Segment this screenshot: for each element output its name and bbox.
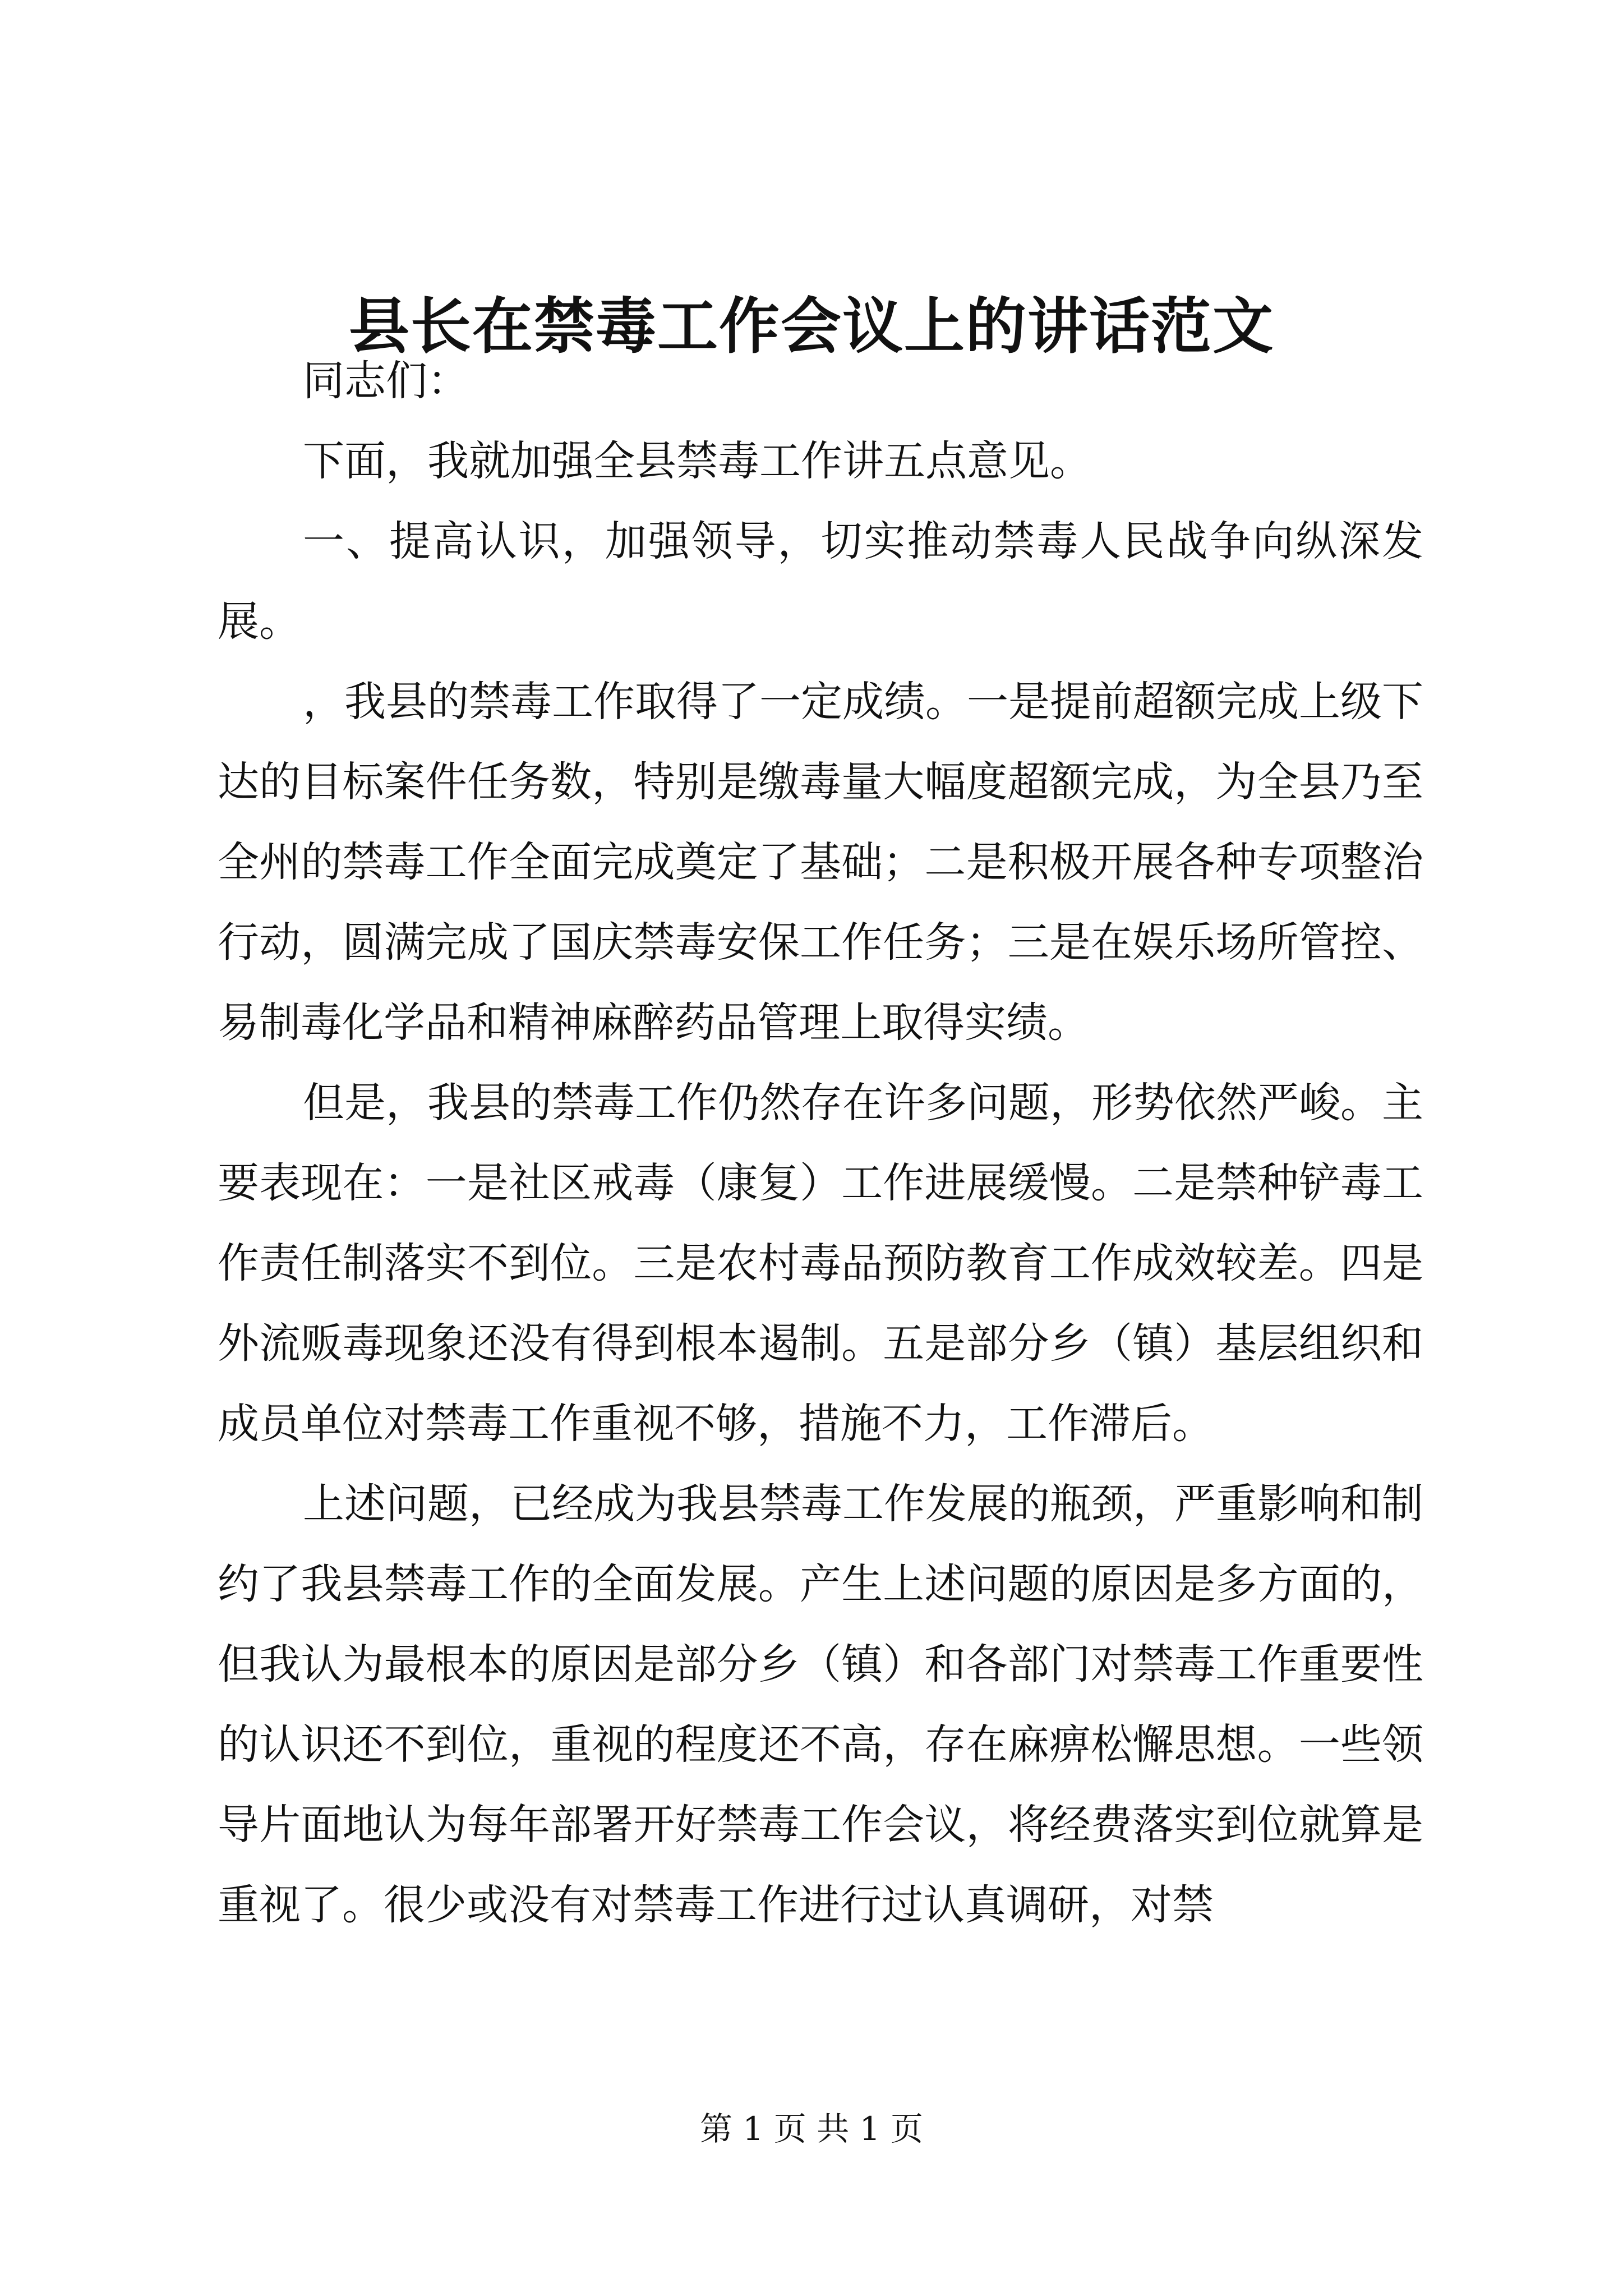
page-footer: 第 1 页 共 1 页	[700, 2110, 923, 2148]
paragraph-causes: 上述问题，已经成为我县禁毒工作发展的瓶颈，严重影响和制约了我县禁毒工作的全面发展。产生上述问题的原因是多方面的，但我认为最根本的原因是部分乡（镇）和各部门对禁毒工作重要性的认识还不到位，重视的程度还不高，存在麻痹松懈思想。一些领导片面地认为每年部署开好禁毒工作会议，将经费落实到位就算是重视了。很少或没有对禁毒工作进行过认真调研，对禁	[218, 1480, 1423, 1929]
section-heading-1: 一、提高认识，加强领导，切实推动禁毒人民战争向纵深发展。	[218, 517, 1423, 646]
paragraph-problems: 但是，我县的禁毒工作仍然存在许多问题，形势依然严峻。主要表现在：一是社区戒毒（康复）工作进展缓慢。二是禁种铲毒工作责任制落实不到位。三是农村毒品预防教育工作成效较差。四是外流贩毒现象还没有得到根本遏制。五是部分乡（镇）基层组织和成员单位对禁毒工作重视不够，措施不力，工作滞后。	[218, 1079, 1423, 1448]
paragraph-greeting: 同志们：	[303, 357, 469, 405]
paragraph-intro: 下面，我就加强全县禁毒工作讲五点意见。	[303, 437, 1091, 485]
document-title: 县长在禁毒工作会议上的讲话范文	[348, 291, 1274, 362]
paragraph-achievements: ，我县的禁毒工作取得了一定成绩。一是提前超额完成上级下达的目标案件任务数，特别是缴毒量大幅度超额完成，为全县乃至全州的禁毒工作全面完成奠定了基础；二是积极开展各种专项整治行动，圆满完成了国庆禁毒安保工作任务；三是在娱乐场所管控、易制毒化学品和精神麻醉药品管理上取得实绩。	[218, 678, 1423, 1047]
document-body	[218, 341, 1423, 1945]
